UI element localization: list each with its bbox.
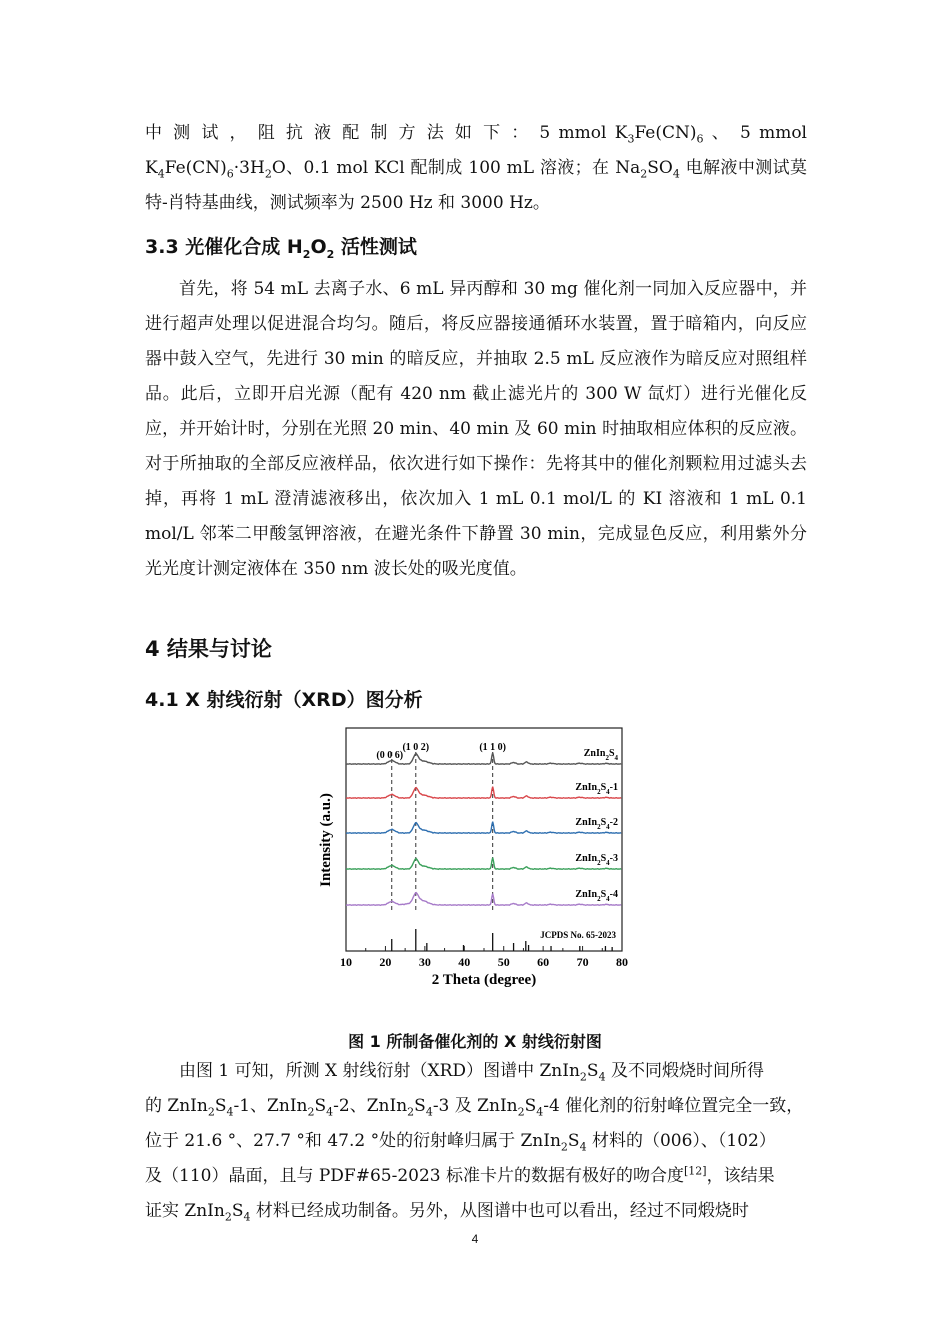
paragraph-results-line4: 及（110）晶面，且与 PDF#65-2023 标准卡片的数据有极好的吻合度[12]，该结果 xyxy=(145,1164,775,1186)
peak-label: (1 0 2) xyxy=(402,742,430,753)
paragraph-results-line3: 位于 21.6 °、27.7 °和 47.2 °处的衍射峰归属于 $ZnIn_2S_4$ 材料的（006）、（102） xyxy=(145,1131,776,1154)
paragraph-impedance-line3: 特-肖特基曲线，测试频率为 2500 Hz 和 3000 Hz。 xyxy=(145,193,550,213)
x-axis-label: 2 Theta (degree) xyxy=(431,972,537,988)
x-tick-label: 40 xyxy=(458,955,471,969)
x-tick-label: 10 xyxy=(340,955,352,969)
x-tick-label: 50 xyxy=(497,955,510,969)
xrd-figure xyxy=(300,722,645,997)
x-tick-label: 30 xyxy=(418,955,431,969)
paragraph-results-line1: 由图 1 可知，所测 X 射线衍射（XRD）图谱中 $ZnIn_2S_4$ 及不同煅烧时间所得 xyxy=(179,1061,764,1084)
figure-caption: 图 1 所制备催化剂的 X 射线衍射图 xyxy=(348,1032,602,1051)
x-tick-label: 60 xyxy=(537,955,550,969)
series-label: $ZnIn_2S_4-3$ xyxy=(575,853,618,867)
paragraph-impedance-line2: $K_4Fe(CN)_6\cdot 3H_2O$、0.1 mol KCl 配制成 100 mL 溶液；在 $Na_2SO_4$ 电解液中测试莫 xyxy=(145,158,807,181)
paragraph-results-line2: 的 $ZnIn_2S_4-1$、$ZnIn_2S_4-2$、$ZnIn_2S_4-3$ 及 $ZnIn_2S_4-4$ 催化剂的衍射峰位置完全一致， xyxy=(145,1096,804,1119)
y-axis-label: Intensity (a.u.) xyxy=(318,793,334,887)
x-tick-label: 20 xyxy=(379,955,392,969)
section-heading-4-1: 4.1 X 射线衍射（XRD）图分析 xyxy=(145,689,423,711)
series-label: $ZnIn_2S_4-4$ xyxy=(575,889,618,903)
peak-label: (1 1 0) xyxy=(479,742,507,753)
paragraph-impedance-line1: 中 测 试 ， 阻 抗 液 配 制 方 法 如 下 ： 5 mmol $K_3Fe(CN)_6$ 、 5 mmol xyxy=(145,123,807,146)
paragraph-photocatalysis-method: 首先，将 54 mL 去离子水、6 mL 异丙醇和 30 mg 催化剂一同加入反应器中，并进行超声处理以促进混合均匀。随后，将反应器接通循环水装置，置于暗箱内，向反应器中鼓入空气，先进行 30 min 的暗反应，并抽取 2.5 mL 反应液作为暗反应对照组样品。此后，立即开启光源（配有 420 nm 截止滤光片的 300 W 氙灯）进行光催化反应，并开始计时，分别在光照 20 min、40 min 及 60 min 时抽取相应体积的反应液。对于所抽取的全部反应液样品，依次进行如下操作：先将其中的催化剂颗粒用过滤头去掉，再将 1 mL 澄清滤液移出，依次加入 1 mL 0.1 mol/L 的 KI 溶液和 1 mL 0.1 mol/L 邻苯二甲酸氢钾溶液，在避光条件下静置 30 min，完成显色反应，利用紫外分光光度计测定液体在 350 nm 波长处的吸光度值。 xyxy=(145,279,807,579)
peak-label: (0 0 6) xyxy=(376,750,404,761)
section-heading-3-3: 3.3 光催化合成 $H_2O_2$ 活性测试 xyxy=(145,236,417,261)
series-label: $ZnIn_2S_4-1$ xyxy=(575,782,618,796)
reference-card-label: JCPDS No. 65-2023 xyxy=(540,930,616,940)
paragraph-results-line5: 证实 $ZnIn_2S_4$ 材料已经成功制备。另外，从图谱中也可以看出，经过不同煅烧时 xyxy=(145,1201,749,1224)
series-label: $ZnIn_2S_4-2$ xyxy=(575,817,618,831)
page-number: 4 xyxy=(471,1232,479,1246)
series-label: $ZnIn_2S_4$ xyxy=(583,748,618,762)
section-heading-4: 4 结果与讨论 xyxy=(145,637,272,661)
x-tick-label: 80 xyxy=(616,955,628,969)
plot-frame xyxy=(346,728,622,951)
x-tick-label: 70 xyxy=(576,955,589,969)
